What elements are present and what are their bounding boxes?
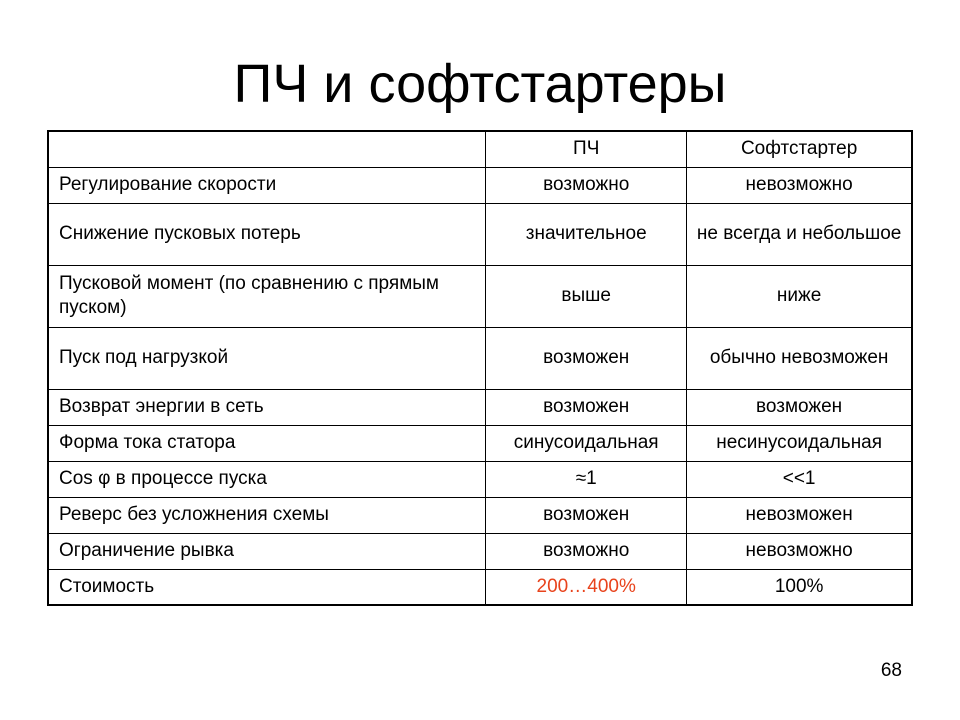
feature-cell: Возврат энергии в сеть <box>48 389 486 425</box>
pch-cell: ≈1 <box>486 461 687 497</box>
softstarter-cell: невозможен <box>687 497 912 533</box>
pch-cell: возможно <box>486 167 687 203</box>
slide-title: ПЧ и софтстартеры <box>233 54 727 114</box>
pch-cell: выше <box>486 265 687 327</box>
feature-cell: Реверс без усложнения схемы <box>48 497 486 533</box>
header-cell-softstarter: Софтстартер <box>687 131 912 167</box>
softstarter-cell: возможен <box>687 389 912 425</box>
table-row <box>48 533 912 569</box>
header-cell-feature <box>48 131 486 167</box>
pch-cell: возможно <box>486 533 687 569</box>
header-cell-pch: ПЧ <box>486 131 687 167</box>
table-row <box>48 389 912 425</box>
feature-cell: Пуск под нагрузкой <box>48 327 486 389</box>
pch-cell: возможен <box>486 389 687 425</box>
pch-cell: возможен <box>486 497 687 533</box>
pch-cost-cell: 200…400% <box>486 569 687 605</box>
feature-cell: Cos φ в процессе пуска <box>48 461 486 497</box>
page-number: 68 <box>880 660 902 681</box>
table-row <box>48 167 912 203</box>
softstarter-cell: невозможно <box>687 533 912 569</box>
feature-cell: Регулирование скорости <box>48 167 486 203</box>
softstarter-cell: не всегда и небольшое <box>687 203 912 265</box>
feature-cell: Стоимость <box>48 569 486 605</box>
pch-cell: синусоидальная <box>486 425 687 461</box>
softstarter-cell: ниже <box>687 265 912 327</box>
table-row <box>48 265 912 327</box>
table-row <box>48 425 912 461</box>
feature-cell: Ограничение рывка <box>48 533 486 569</box>
pch-cell: значительное <box>486 203 687 265</box>
feature-cell: Снижение пусковых потерь <box>48 203 486 265</box>
table-row <box>48 203 912 265</box>
table-row <box>48 497 912 533</box>
table-header-row <box>48 131 912 167</box>
feature-cell: Пусковой момент (по сравнению с прямым пуском) <box>48 265 486 327</box>
table-row <box>48 327 912 389</box>
softstarter-cell: обычно невозможен <box>687 327 912 389</box>
feature-cell: Форма тока статора <box>48 425 486 461</box>
comparison-table <box>47 130 913 606</box>
softstarter-cell: невозможно <box>687 167 912 203</box>
table-row <box>48 569 912 605</box>
table-row <box>48 461 912 497</box>
softstarter-cell: 100% <box>687 569 912 605</box>
pch-cell: возможен <box>486 327 687 389</box>
softstarter-cell: <<1 <box>687 461 912 497</box>
softstarter-cell: несинусоидальная <box>687 425 912 461</box>
